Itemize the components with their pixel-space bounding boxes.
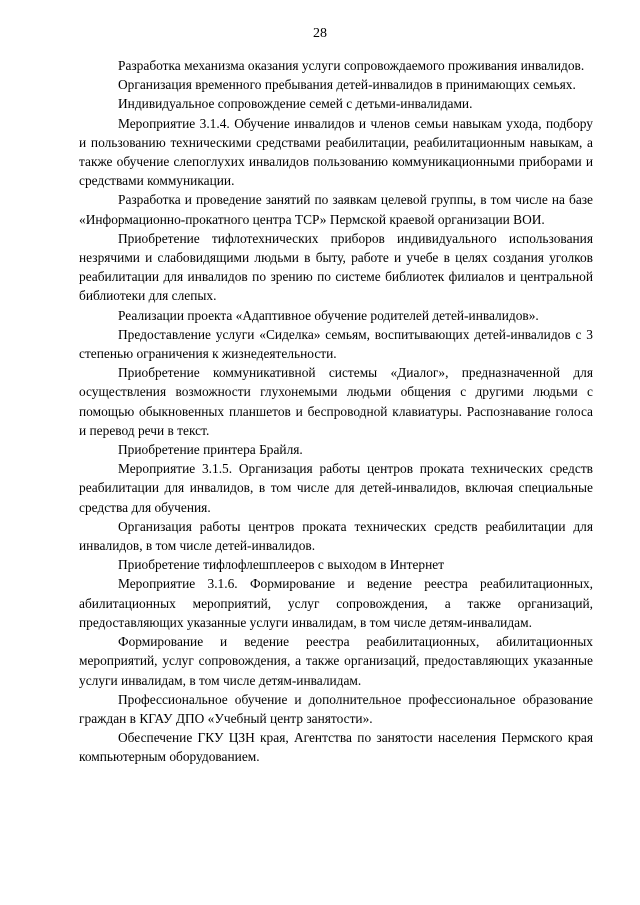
paragraph-measure-3-1-4: Мероприятие 3.1.4. Обучение инвалидов и членов семьи навыкам ухода, подбору и пользованию техническими средствами реабилитации, реабилитационным навыкам, а также обучение слепоглухих инвалидов пользованию коммуникационными приборами и средствами коммуникации.	[79, 115, 593, 189]
paragraph-registry: Формирование и ведение реестра реабилитационных, абилитационных мероприятий, услуг сопровождения, а также организаций, предоставляющих указанные услуги инвалидам, в том числе детям-инвалидам.	[79, 634, 593, 688]
paragraph-rental-centers: Организация работы центров проката технических средств реабилитации для инвалидов, в том числе детей-инвалидов.	[79, 518, 593, 554]
page-number: 28	[313, 26, 327, 41]
paragraph-computer-equipment: Обеспечение ГКУ ЦЗН края, Агентства по занятости населения Пермского края компьютерным оборудованием.	[79, 730, 593, 765]
paragraph-measure-3-1-5: Мероприятие 3.1.5. Организация работы центров проката технических средств реабилитации для инвалидов, в том числе для детей-инвалидов, включая специальные средства для обучения.	[79, 461, 593, 515]
paragraph-dialog-system: Приобретение коммуникативной системы «Диалог», предназначенной для осуществления возможности глухонемыми людьми общения с другими людьми с помощью обыкновенных планшетов и беспроводной клавиатуры. Распознавание голоса и перевод речи в текст.	[79, 365, 593, 438]
paragraph-flash-players: Приобретение тифлофлешплееров с выходом в Интернет	[118, 557, 445, 573]
paragraph-family-support: Индивидуальное сопровождение семей с детьми-инвалидами.	[118, 96, 473, 112]
paragraph-typhlotechnical-devices: Приобретение тифлотехнических приборов индивидуального использования незрячими и слабовидящими людьми в быту, работе и учебе в целях создания уголков реабилитации для инвалидов по зрению по системе библиотек филиалов и центральной библиотеки для слепых.	[79, 230, 593, 304]
paragraph-classes-target-group: Разработка и проведение занятий по заявкам целевой группы, в том числе на базе «Информационно-прокатного центра ТСР» Пермской краевой организации ВОИ.	[79, 192, 593, 227]
paragraph-professional-education: Профессиональное обучение и дополнительное профессиональное образование граждан в КГАУ ДПО «Учебный центр занятости».	[79, 691, 593, 726]
document-body	[79, 56, 593, 767]
paragraph-adaptive-training-project: Реализации проекта «Адаптивное обучение родителей детей-инвалидов».	[118, 307, 539, 323]
paragraph-caregiver-service: Предоставление услуги «Сиделка» семьям, воспитывающих детей-инвалидов с 3 степенью ограничения к жизнедеятельности.	[79, 326, 593, 362]
paragraph-sustained-living: Разработка механизма оказания услуги сопровождаемого проживания инвалидов.	[118, 58, 585, 73]
paragraph-measure-3-1-6: Мероприятие 3.1.6. Формирование и ведение реестра реабилитационных, абилитационных мероприятий, услуг сопровождения, а также организаций, предоставляющих указанные услуги инвалидам, в том числе детям-инвалидам.	[79, 576, 593, 630]
paragraph-foster-stay: Организация временного пребывания детей-инвалидов в принимающих семьях.	[118, 77, 576, 93]
paragraph-braille-printer: Приобретение принтера Брайля.	[118, 442, 303, 458]
